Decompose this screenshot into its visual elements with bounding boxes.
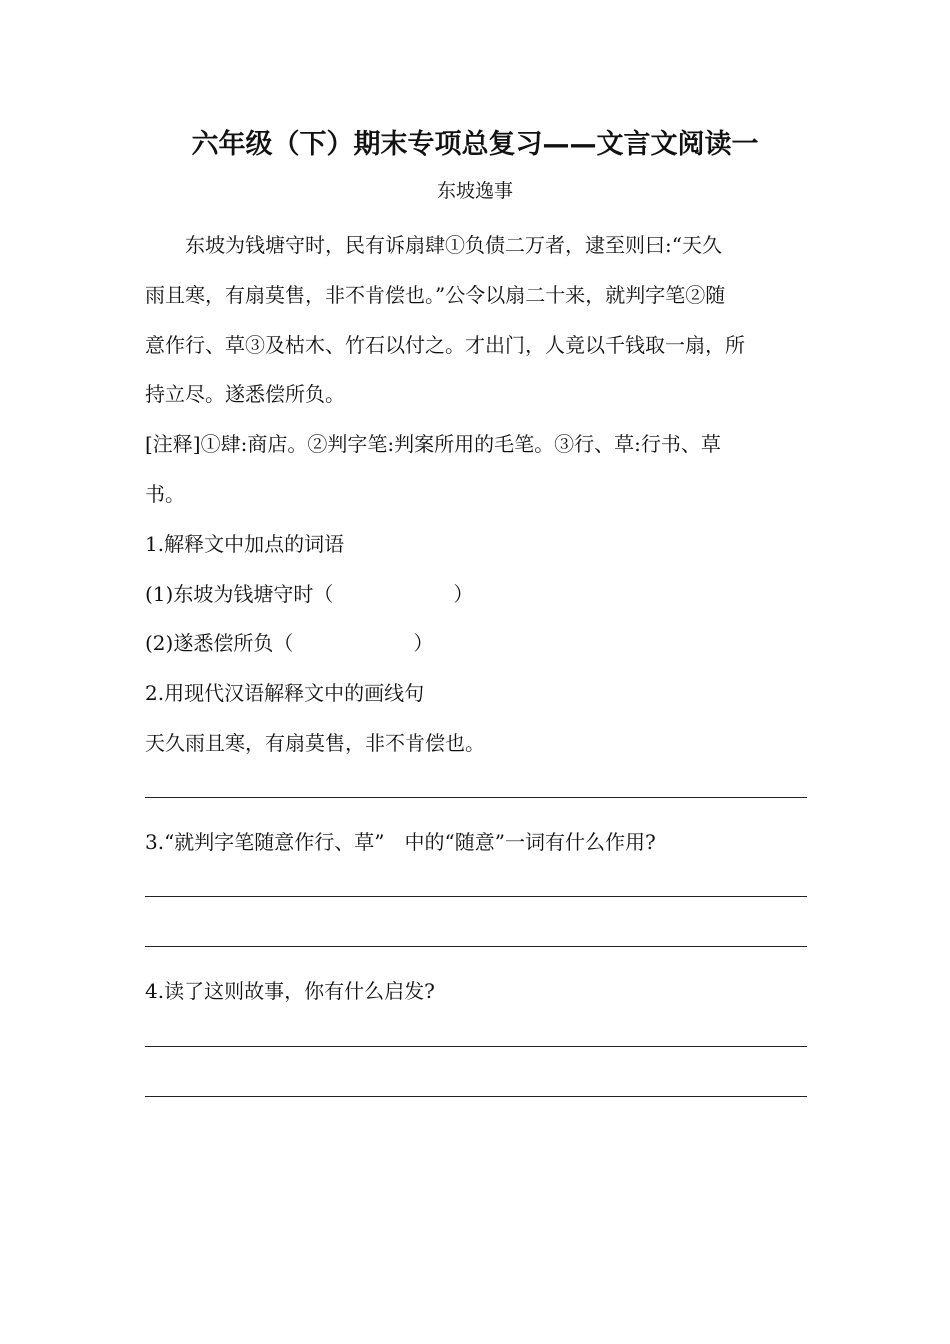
answer-line[interactable]: [145, 946, 807, 947]
passage-line: 持立尽。遂悉偿所负。: [145, 382, 345, 406]
answer-line[interactable]: [145, 797, 807, 798]
question-2-title: 2.用现代汉语解释文中的画线句: [145, 681, 425, 705]
passage-line: 东坡为钱塘守时，民有诉扇肆①负债二万者，逮至则曰:“天久: [145, 233, 722, 257]
answer-line[interactable]: [145, 1096, 807, 1097]
question-1-item[interactable]: (2)遂悉偿所负（ ）: [145, 631, 434, 655]
question-3-title: 3.“就判字笔随意作行、草” 中的“随意”一词有什么作用?: [145, 830, 656, 854]
question-1-title: 1.解释文中加点的词语: [145, 532, 345, 556]
answer-line[interactable]: [145, 1046, 807, 1047]
passage-line: 雨且寒，有扇莫售，非不肯偿也。”公令以扇二十来，就判字笔②随: [145, 283, 726, 307]
notes-line: [注释]①肆:商店。②判字笔:判案所用的毛笔。③行、草:行书、草: [145, 432, 721, 456]
answer-line[interactable]: [145, 896, 807, 897]
passage-title: 东坡逸事: [436, 180, 513, 202]
question-2-sentence: 天久雨且寒，有扇莫售，非不肯偿也。: [145, 731, 485, 755]
question-1-item[interactable]: (1)东坡为钱塘守时（ ）: [145, 582, 474, 606]
passage-line: 意作行、草③及枯木、竹石以付之。才出门，人竟以千钱取一扇，所: [145, 333, 745, 357]
notes-line: 书。: [145, 482, 185, 506]
page-title: 六年级（下）期末专项总复习——文言文阅读一: [191, 129, 759, 160]
question-4-title: 4.读了这则故事，你有什么启发?: [145, 979, 435, 1003]
